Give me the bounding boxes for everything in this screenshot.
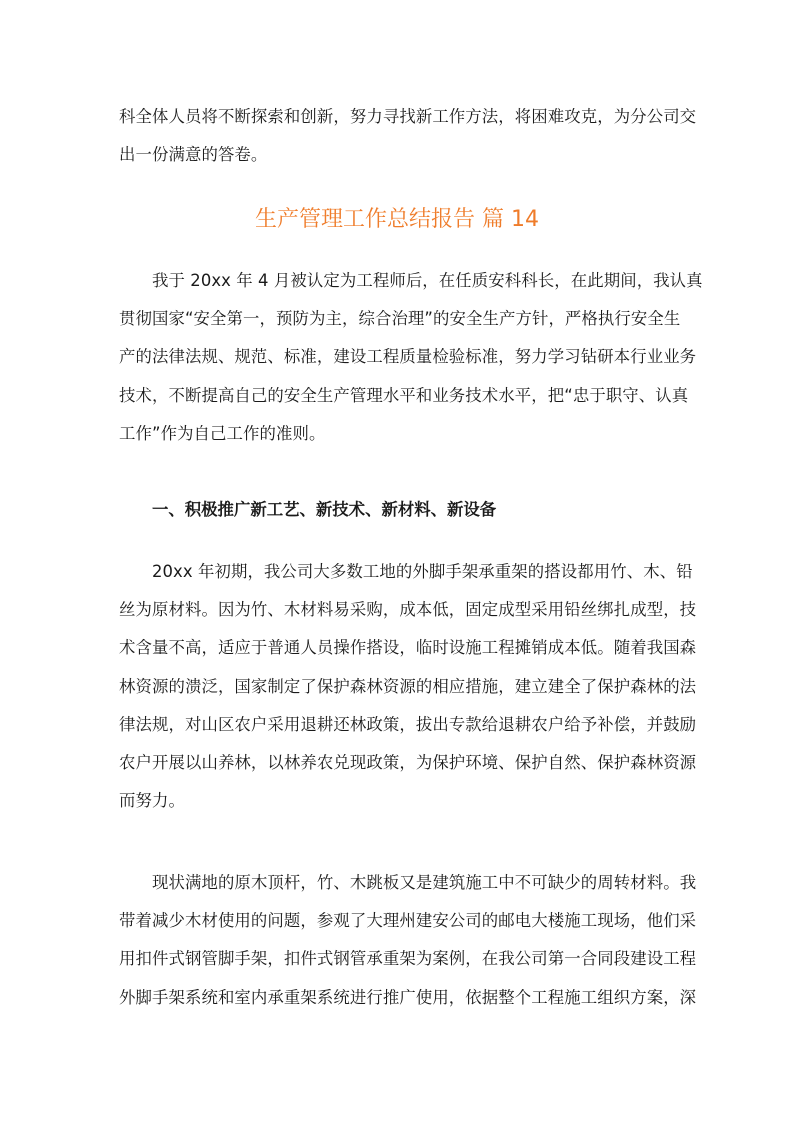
text-line: 带着减少木材使用的问题，参观了大理州建安公司的邮电大楼施工现场，他们采 <box>119 911 697 931</box>
text-line: 20xx 年初期，我公司大多数工地的外脚手架承重架的搭设都用竹、木、铅 <box>152 562 693 581</box>
text-line: 而努力。 <box>119 791 185 811</box>
section-title: 生产管理工作总结报告 篇 14 <box>255 207 539 232</box>
text-line: 用扣件式钢管脚手架，扣件式钢管承重架为案例，在我公司第一合同段建设工程 <box>119 949 697 969</box>
text-line: 林资源的溃泛，国家制定了保护森林资源的相应措施，建立建全了保护森林的法 <box>119 676 697 696</box>
text-line: 产的法律法规、规范、标准，建设工程质量检验标准，努力学习钻研本行业业务 <box>119 347 697 367</box>
intro-paragraph <box>119 98 697 174</box>
text-line: 出一份满意的答卷。 <box>119 145 268 165</box>
text-line: 我于 20xx 年 4 月被认定为工程师后，在任质安科科长，在此期间，我认真 <box>152 271 703 290</box>
text-line: 贯彻国家“安全第一，预防为主，综合治理”的安全生产方针，严格执行安全生 <box>119 309 681 329</box>
sub-heading: 一、积极推广新工艺、新技术、新材料、新设备 <box>152 500 497 519</box>
text-line: 工作”作为自己工作的准则。 <box>119 423 326 443</box>
text-line: 现状满地的原木顶杆，竹、木跳板又是建筑施工中不可缺少的周转材料。我 <box>152 873 697 892</box>
text-line: 科全体人员将不断探索和创新，努力寻找新工作方法，将困难攻克，为分公司交 <box>119 107 697 126</box>
text-line: 农户开展以山养林，以林养农兑现政策，为保护环境、保护自然、保护森林资源 <box>119 753 697 773</box>
text-line: 外脚手架系统和室内承重架系统进行推广使用，依据整个工程施工组织方案，深 <box>119 987 697 1007</box>
text-line: 技术，不断提高自己的安全生产管理水平和业务技术水平，把“忠于职守、认真 <box>119 385 689 405</box>
paragraph-1 <box>119 262 703 453</box>
paragraph-3 <box>119 864 697 1017</box>
text-line: 律法规，对山区农户采用退耕还林政策，拔出专款给退耕农户给予补偿，并鼓励 <box>119 714 697 734</box>
text-line: 丝为原材料。因为竹、木材料易采购，成本低，固定成型采用铅丝绑扎成型，技 <box>119 600 697 620</box>
paragraph-2 <box>119 553 697 820</box>
text-line: 术含量不高，适应于普通人员操作搭设，临时设施工程摊销成本低。随着我国森 <box>119 638 697 658</box>
